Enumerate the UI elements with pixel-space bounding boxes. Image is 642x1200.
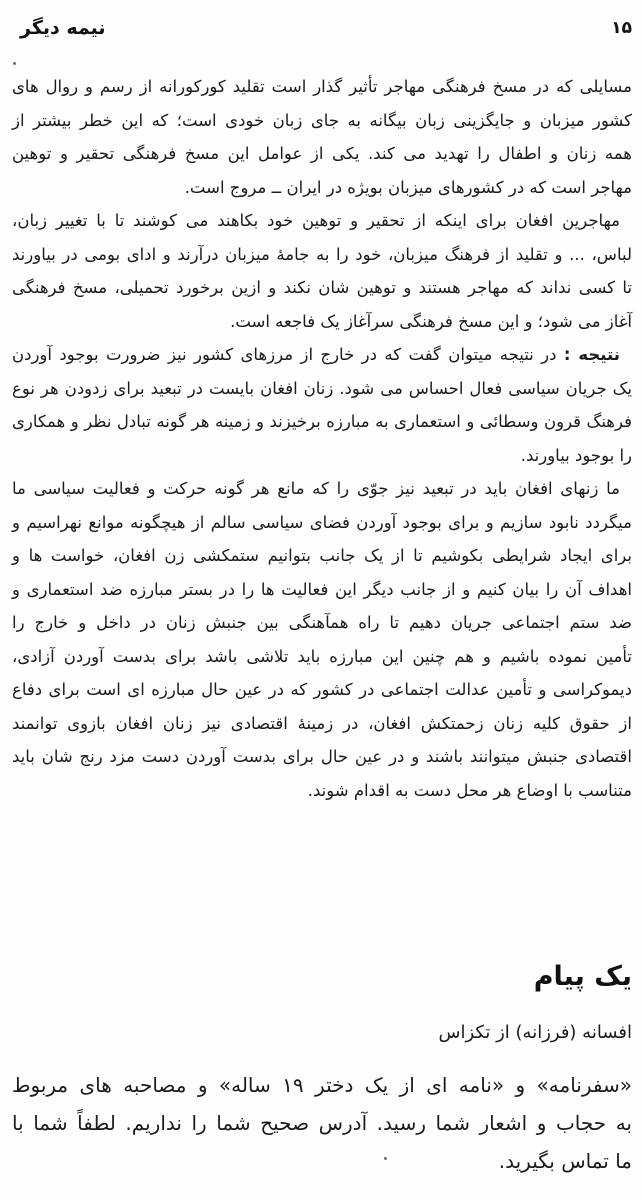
text-line: دیموکراسی و تأمین عدالت اجتماعی در کشور که در عین حال مبارزه ای است برای دفاع — [12, 680, 632, 699]
text-line: «سفرنامه» و «نامه ای از یک دختر ۱۹ ساله» و مصاحبه های مربوط — [12, 1073, 633, 1097]
text-line: آغاز می شود؛ و این مسخ فرهنگی سرآغاز یک فاجعه است. — [230, 311, 632, 331]
text-line: فرهنگ قرون وسطائی و استعماری به مبارزه برخیزند و زمینه هر گونه تبادل نظر و همکاری — [12, 412, 632, 431]
article-body — [12, 70, 632, 807]
text-line: را بوجود بیاورند. — [520, 445, 632, 465]
message-section — [12, 960, 632, 1180]
text-line: مهاجرین افغان برای اینکه از تحقیر و توهین خود بکاهند می کوشند تا با تغییر زبان، — [12, 211, 620, 230]
paragraph-1 — [12, 70, 632, 204]
message-body — [12, 1066, 632, 1180]
conclusion-text: در نتیجه میتوان گفت که در خارج از مرزهای کشور نیز ضرورت بوجود آوردن — [12, 345, 557, 364]
text-line: اهداف آن را بیان کنیم و از جانب دیگر این فعالیت ها را در بستر مبارزه ضد استعماری و — [12, 579, 632, 599]
paragraph-2 — [12, 204, 632, 338]
text-line: ضد ستم اجتماعی جریان دهیم تا راه همآهنگی بین جنبش زنان در داخل و خارج را — [12, 613, 632, 632]
paragraph-4 — [12, 472, 632, 807]
text-line: برای ایجاد شرایطی بکوشیم تا از یک جانب بتوانیم ستمکشی زن افغان، خواست ها و — [12, 546, 632, 565]
text-line: به حجاب و اشعار شما رسید. آدرس صحیح شما را نداریم. لطفاً شما با — [12, 1111, 632, 1135]
text-line — [12, 338, 632, 372]
text-line: مسایلی که در مسخ فرهنگی مهاجر تأثیر گذار است تقلید کورکورانه از رسم و روال های — [12, 77, 632, 96]
text-line: لباس، ... و تقلید از فرهنگ میزبان، خود را به جامهٔ میزبان درآرند و ادای بومی در بیاورند — [12, 244, 632, 264]
page-header — [20, 14, 632, 46]
byline: افسانه (فرزانه) از تکزاس — [438, 1022, 632, 1043]
text-line: اقتصادی جنبش میتوانند باشند و در عین حال برای بدست آوردن دست مزد رنج شان باید — [12, 747, 632, 766]
text-line: از حقوق کلیه زنان زحمتکش افغان، در زمینهٔ اقتصادی نیز زنان افغان بازوی توانمند — [12, 713, 632, 733]
text-line: مهاجر است که در کشورهای میزبان بویژه در ایران ــ مروج است. — [184, 177, 632, 197]
conclusion-label: نتیجه : — [563, 345, 620, 364]
text-line: تا کسی نداند که مهاجر هستند و توهین شان نکند و ازین برخورد تحمیلی، مسخ فرهنگی — [12, 278, 632, 297]
text-line: کشور میزبان و جایگزینی زبان بیگانه به جای زبان خودی است؛ که این خطر بیشتر از — [12, 110, 632, 130]
paragraph-conclusion — [12, 338, 632, 472]
page-number: ۱۵ — [611, 18, 632, 38]
text-line: همه زنان و اطفال را تهدید می کند. یکی از عوامل این مسخ فرهنگی تحقیر و توهین — [12, 144, 632, 163]
section-title: یک پیام — [533, 961, 632, 992]
text-line: متناسب با اوضاع هر محل دست به اقدام شوند. — [307, 780, 632, 800]
text-line: میگردد نابود سازیم و برای بوجود آوردن فضای سیاسی سالم از هیچگونه موانع نهراسیم و — [12, 512, 632, 532]
journal-title: نیمه دیگر — [20, 17, 106, 39]
text-line: ما زنهای افغان باید در تبعید نیز جوّی را که مانع هر گونه حرکت و فعالیت سیاسی ما — [12, 479, 620, 498]
scan-artifact-dot — [13, 62, 16, 65]
scan-artifact-dot — [384, 1157, 387, 1160]
text-line: تأمین نموده باشیم و هم چنین این مبارزه باید تلاشی باشد برای بدست آوردن آزادی، — [12, 646, 632, 666]
text-line: ما تماس بگیرید. — [498, 1149, 632, 1173]
text-line: یک جریان سیاسی فعال احساس می شود. زنان افغان بایست در تبعید برای زدودن هر نوع — [12, 378, 632, 398]
